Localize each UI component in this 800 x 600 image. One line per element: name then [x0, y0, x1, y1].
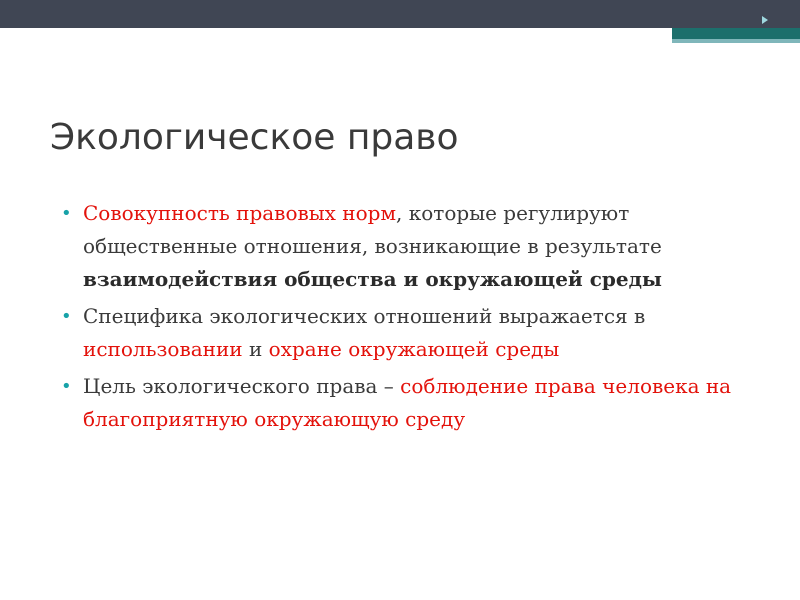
bullet-icon: •	[61, 306, 72, 327]
bullet-text-segment: соблюдение права человека на благоприятную окружающую среду	[83, 374, 732, 431]
bullet-text-segment: Цель экологического права –	[83, 374, 401, 398]
header-bar	[0, 0, 800, 28]
bullet-item-goal	[60, 370, 780, 436]
bullet-text-segment: , которые регулируют общественные отношения, возникающие в результате	[83, 201, 662, 258]
bullet-list	[60, 197, 780, 440]
bullet-text-segment: Специфика экологических отношений выражается в	[83, 304, 646, 328]
bullet-icon: •	[61, 376, 72, 397]
bullet-text-segment: охране окружающей среды	[268, 337, 560, 361]
accent-stripe-dark	[672, 28, 800, 39]
bullet-text-segment: использовании	[83, 337, 243, 361]
bullet-icon: •	[61, 203, 72, 224]
bullet-text-segment: и	[242, 337, 269, 361]
corner-arrow-icon	[762, 16, 768, 24]
bullet-item-specifics	[60, 300, 780, 366]
bullet-text-segment: взаимодействия общества и окружающей среды	[83, 267, 662, 291]
slide-title: Экологическое право	[50, 117, 459, 158]
accent-stripe-light	[672, 39, 800, 43]
bullet-text-segment: Совокупность правовых норм	[83, 201, 397, 225]
bullet-item-definition	[60, 197, 780, 296]
